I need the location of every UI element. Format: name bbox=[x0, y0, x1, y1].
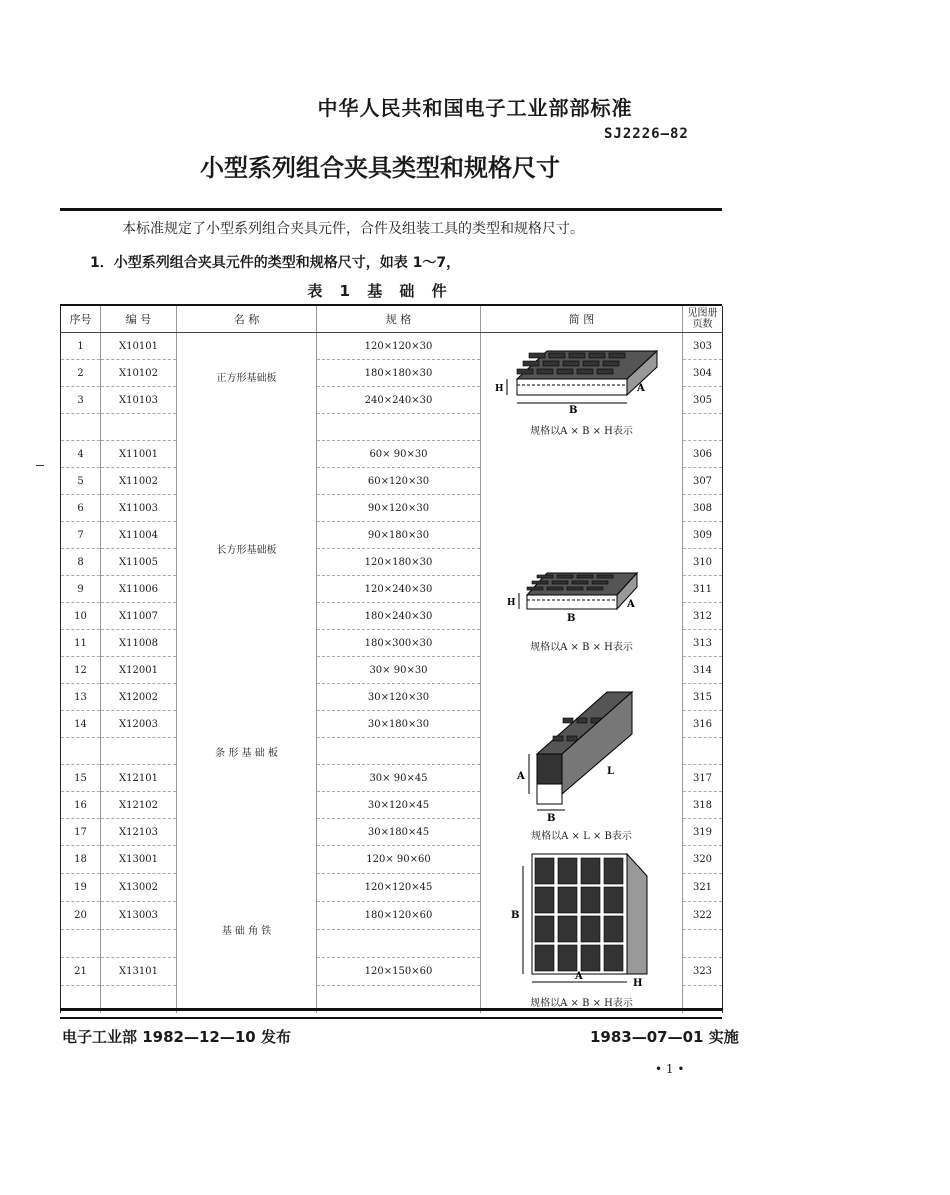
cell-code bbox=[101, 738, 177, 765]
svg-text:A: A bbox=[574, 970, 583, 982]
col-header-sketch: 简 图 bbox=[481, 306, 683, 333]
cell-no bbox=[61, 414, 101, 441]
intro-paragraph: 本标准规定了小型系列组合夹具元件，合件及组装工具的类型和规格尺寸。 bbox=[122, 221, 584, 237]
cell-page: 307 bbox=[683, 468, 723, 495]
cell-spec: 120×120×30 bbox=[317, 333, 481, 360]
document-title: 小型系列组合夹具类型和规格尺寸 bbox=[200, 154, 560, 182]
table-row bbox=[61, 333, 723, 360]
part-sketch-figure bbox=[481, 339, 682, 422]
cell-page: 321 bbox=[683, 873, 723, 901]
cell-no: 21 bbox=[61, 957, 101, 985]
cell-no bbox=[61, 929, 101, 957]
cell-spec: 240×240×30 bbox=[317, 387, 481, 414]
cell-no bbox=[61, 738, 101, 765]
svg-text:B: B bbox=[546, 812, 555, 824]
cell-no: 20 bbox=[61, 901, 101, 929]
cell-name: 基 础 角 铁 bbox=[177, 846, 317, 1013]
cell-code: X13001 bbox=[101, 846, 177, 874]
cell-no: 15 bbox=[61, 765, 101, 792]
cell-spec: 120×180×30 bbox=[317, 549, 481, 576]
svg-text:A: A bbox=[516, 770, 525, 782]
cell-code: X11005 bbox=[101, 549, 177, 576]
cell-spec: 30×120×45 bbox=[317, 792, 481, 819]
cell-spec bbox=[317, 414, 481, 441]
cell-name: 条 形 基 础 板 bbox=[177, 657, 317, 846]
col-header-page: 见图册页数 bbox=[683, 306, 723, 333]
standard-number: SJ2226—82 bbox=[604, 126, 689, 142]
cell-code: X11007 bbox=[101, 603, 177, 630]
cell-spec bbox=[317, 738, 481, 765]
issuing-org-heading: 中华人民共和国电子工业部部标准 bbox=[317, 96, 633, 120]
cell-spec: 60×120×30 bbox=[317, 468, 481, 495]
cell-page: 317 bbox=[683, 765, 723, 792]
cell-code: X12101 bbox=[101, 765, 177, 792]
clause-1: 1．小型系列组合夹具元件的类型和规格尺寸，如表 1～7， bbox=[90, 255, 461, 271]
cell-code: X11002 bbox=[101, 468, 177, 495]
sketch-caption: 规格以A × B × H表示 bbox=[530, 997, 633, 1009]
table-row bbox=[61, 657, 723, 684]
cell-no: 4 bbox=[61, 441, 101, 468]
sketch-caption: 规格以A × B × H表示 bbox=[530, 425, 633, 437]
cell-no: 18 bbox=[61, 846, 101, 874]
svg-text:H: H bbox=[494, 383, 504, 394]
svg-text:B: B bbox=[566, 612, 575, 624]
cell-page: 320 bbox=[683, 846, 723, 874]
cell-page: 315 bbox=[683, 684, 723, 711]
cell-code: X11003 bbox=[101, 495, 177, 522]
cell-no: 13 bbox=[61, 684, 101, 711]
cell-no: 6 bbox=[61, 495, 101, 522]
cell-page: 308 bbox=[683, 495, 723, 522]
cell-spec: 30×180×30 bbox=[317, 711, 481, 738]
part-sketch-figure bbox=[481, 846, 682, 994]
effective-date: 1983—07—01 实施 bbox=[590, 1028, 739, 1046]
cell-page: 311 bbox=[683, 576, 723, 603]
cell-spec: 120×150×60 bbox=[317, 957, 481, 985]
cell-code: X12003 bbox=[101, 711, 177, 738]
cell-spec: 120×120×45 bbox=[317, 873, 481, 901]
cell-spec: 30× 90×45 bbox=[317, 765, 481, 792]
cell-spec: 90×180×30 bbox=[317, 522, 481, 549]
svg-text:L: L bbox=[606, 765, 614, 777]
margin-mark bbox=[36, 465, 44, 466]
cell-spec: 60× 90×30 bbox=[317, 441, 481, 468]
cell-sketch bbox=[481, 441, 683, 657]
cell-page: 316 bbox=[683, 711, 723, 738]
cell-no: 1 bbox=[61, 333, 101, 360]
cell-page: 304 bbox=[683, 360, 723, 387]
cell-code bbox=[101, 929, 177, 957]
cell-no: 2 bbox=[61, 360, 101, 387]
part-sketch-figure bbox=[481, 565, 682, 638]
cell-name: 长方形基础板 bbox=[177, 441, 317, 657]
col-header-name: 名 称 bbox=[177, 306, 317, 333]
svg-text:B: B bbox=[510, 909, 519, 921]
cell-spec: 120×240×30 bbox=[317, 576, 481, 603]
table-row bbox=[61, 846, 723, 874]
svg-text:H: H bbox=[632, 977, 642, 989]
cell-code: X10101 bbox=[101, 333, 177, 360]
cell-spec: 180×120×60 bbox=[317, 901, 481, 929]
cell-page: 318 bbox=[683, 792, 723, 819]
cell-page: 310 bbox=[683, 549, 723, 576]
cell-page: 306 bbox=[683, 441, 723, 468]
cell-code: X12002 bbox=[101, 684, 177, 711]
svg-text:H: H bbox=[506, 597, 516, 608]
col-header-no: 序号 bbox=[61, 306, 101, 333]
cell-code bbox=[101, 414, 177, 441]
cell-spec: 90×120×30 bbox=[317, 495, 481, 522]
cell-code: X12001 bbox=[101, 657, 177, 684]
cell-code: X11001 bbox=[101, 441, 177, 468]
cell-code: X10102 bbox=[101, 360, 177, 387]
cell-page: 313 bbox=[683, 630, 723, 657]
cell-spec: 30×180×45 bbox=[317, 819, 481, 846]
cell-code: X13003 bbox=[101, 901, 177, 929]
cell-sketch bbox=[481, 846, 683, 1013]
cell-sketch bbox=[481, 657, 683, 846]
cell-no: 16 bbox=[61, 792, 101, 819]
cell-name: 正方形基础板 bbox=[177, 333, 317, 441]
cell-no: 5 bbox=[61, 468, 101, 495]
cell-no: 17 bbox=[61, 819, 101, 846]
cell-code: X12103 bbox=[101, 819, 177, 846]
cell-code: X10103 bbox=[101, 387, 177, 414]
cell-no: 3 bbox=[61, 387, 101, 414]
cell-page bbox=[683, 738, 723, 765]
sketch-caption: 规格以A × B × H表示 bbox=[530, 641, 633, 653]
cell-spec: 120× 90×60 bbox=[317, 846, 481, 874]
cell-code: X11004 bbox=[101, 522, 177, 549]
cell-no: 9 bbox=[61, 576, 101, 603]
cell-no: 7 bbox=[61, 522, 101, 549]
sketch-caption: 规格以A × L × B表示 bbox=[531, 830, 632, 842]
cell-no: 8 bbox=[61, 549, 101, 576]
cell-no: 11 bbox=[61, 630, 101, 657]
page-number: • 1 • bbox=[655, 1062, 685, 1076]
cell-code: X12102 bbox=[101, 792, 177, 819]
cell-page: 323 bbox=[683, 957, 723, 985]
cell-spec: 180×300×30 bbox=[317, 630, 481, 657]
col-header-code: 编 号 bbox=[101, 306, 177, 333]
cell-page bbox=[683, 414, 723, 441]
cell-spec: 30× 90×30 bbox=[317, 657, 481, 684]
title-rule bbox=[60, 208, 722, 211]
cell-spec: 180×240×30 bbox=[317, 603, 481, 630]
issue-date: 电子工业部 1982—12—10 发布 bbox=[62, 1028, 291, 1046]
cell-code: X11008 bbox=[101, 630, 177, 657]
cell-page: 314 bbox=[683, 657, 723, 684]
cell-page: 312 bbox=[683, 603, 723, 630]
part-sketch-figure bbox=[481, 684, 682, 827]
cell-no: 19 bbox=[61, 873, 101, 901]
base-parts-table bbox=[60, 306, 723, 1013]
cell-page: 309 bbox=[683, 522, 723, 549]
cell-sketch bbox=[481, 333, 683, 441]
cell-spec bbox=[317, 929, 481, 957]
cell-no: 14 bbox=[61, 711, 101, 738]
cell-page bbox=[683, 929, 723, 957]
cell-code: X13101 bbox=[101, 957, 177, 985]
table-header-row bbox=[61, 306, 723, 333]
cell-spec: 180×180×30 bbox=[317, 360, 481, 387]
cell-code: X13002 bbox=[101, 873, 177, 901]
table-caption: 表 1 基 础 件 bbox=[307, 282, 453, 300]
svg-text:B: B bbox=[568, 404, 577, 416]
table-row bbox=[61, 441, 723, 468]
cell-code: X11006 bbox=[101, 576, 177, 603]
cell-page: 322 bbox=[683, 901, 723, 929]
cell-page: 319 bbox=[683, 819, 723, 846]
col-header-spec: 规 格 bbox=[317, 306, 481, 333]
table-bottom-rule bbox=[60, 1008, 722, 1011]
cell-no: 12 bbox=[61, 657, 101, 684]
footer-rule bbox=[60, 1017, 722, 1019]
cell-page: 305 bbox=[683, 387, 723, 414]
cell-spec: 30×120×30 bbox=[317, 684, 481, 711]
cell-no: 10 bbox=[61, 603, 101, 630]
svg-text:A: A bbox=[626, 598, 635, 610]
cell-page: 303 bbox=[683, 333, 723, 360]
svg-text:A: A bbox=[636, 382, 645, 394]
